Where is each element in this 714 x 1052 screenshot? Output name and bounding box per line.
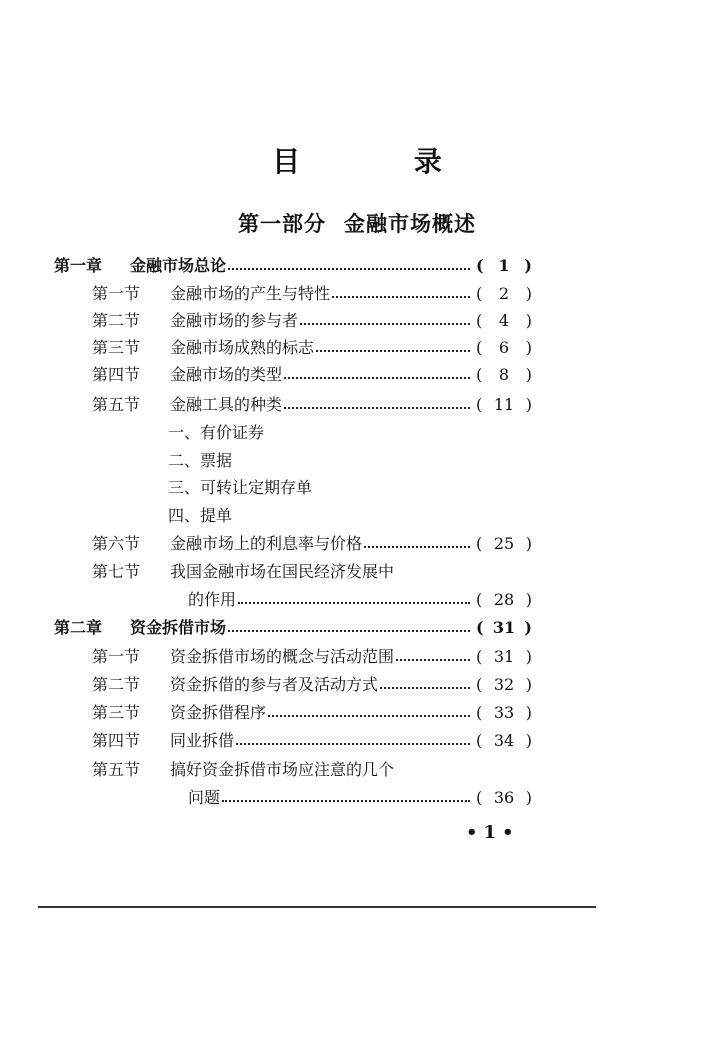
page-ref: ( 36 ) xyxy=(476,788,532,807)
page-ref: ( 32 ) xyxy=(476,675,532,694)
toc-chapter-1[interactable] xyxy=(54,252,532,280)
dot-leader xyxy=(300,323,470,325)
dot-leader xyxy=(222,800,470,802)
toc-section[interactable]: 第二节 资金拆借的参与者及活动方式 ( 32 ) xyxy=(92,671,532,699)
toc-section[interactable]: 第四节 同业拆借 ( 34 ) xyxy=(92,727,532,755)
toc-section[interactable]: 第五节 搞好资金拆借市场应注意的几个 xyxy=(92,760,395,779)
dot-leader xyxy=(316,350,470,352)
toc-section[interactable]: 第五节 金融工具的种类 ( 11 ) xyxy=(92,391,532,419)
page-ref: ( 6 ) xyxy=(476,338,532,357)
toc-subitem[interactable]: 四、提单 xyxy=(168,506,233,525)
dot-leader xyxy=(238,602,470,604)
toc-section[interactable]: 第六节 金融市场上的利息率与价格 ( 25 ) xyxy=(92,530,532,558)
bottom-rule xyxy=(38,906,596,908)
toc-section[interactable]: 第三节 资金拆借程序 ( 33 ) xyxy=(92,699,532,727)
page-title: 目 录 xyxy=(272,145,494,178)
page-ref: ( 34 ) xyxy=(476,731,532,750)
part-title-text: 金融市场概述 xyxy=(344,211,476,236)
dot-leader xyxy=(284,407,470,409)
page-ref: ( 28 ) xyxy=(476,590,532,609)
part-label: 第一部分 xyxy=(238,211,326,236)
dot-leader xyxy=(332,296,470,298)
toc-subitem[interactable]: 三、可转让定期存单 xyxy=(168,478,313,497)
dot-leader xyxy=(228,630,470,632)
toc-subitem[interactable]: 二、票据 xyxy=(168,451,233,470)
dot-leader xyxy=(364,546,470,548)
page-ref: ( 31 ) xyxy=(476,647,532,666)
toc-section[interactable]: 第一节 资金拆借市场的概念与活动范围 ( 31 ) xyxy=(92,643,532,671)
dot-leader xyxy=(228,268,470,270)
chapter-title: 金融市场总论 xyxy=(130,256,227,275)
page-number: •1• xyxy=(466,822,520,843)
toc-section[interactable]: 第四节 金融市场的类型 ( 8 ) xyxy=(92,361,532,389)
toc-section[interactable]: 第三节 金融市场成熟的标志 ( 6 ) xyxy=(92,334,532,362)
dot-leader xyxy=(284,377,470,379)
part-heading xyxy=(0,208,714,238)
dot-leader xyxy=(380,687,470,689)
page-ref: ( 33 ) xyxy=(476,703,532,722)
page-ref: ( 11 ) xyxy=(476,395,532,414)
page-ref: ( 8 ) xyxy=(476,365,532,384)
chapter-number: 第一章 xyxy=(54,256,103,275)
dot-leader xyxy=(396,659,470,661)
chapter-number: 第二章 xyxy=(54,618,103,637)
dot-leader xyxy=(236,743,470,745)
toc-section-continued[interactable]: 的作用 ( 28 ) xyxy=(188,586,532,614)
page-ref: ( 25 ) xyxy=(476,534,532,553)
toc-subitem[interactable]: 一、有价证券 xyxy=(168,423,265,442)
toc-chapter-2[interactable] xyxy=(54,614,532,642)
page-ref: ( 2 ) xyxy=(476,284,532,303)
toc-section-continued[interactable]: 问题 ( 36 ) xyxy=(188,784,532,812)
toc-section[interactable]: 第七节 我国金融市场在国民经济发展中 xyxy=(92,562,395,581)
dot-leader xyxy=(268,715,470,717)
toc-section[interactable]: 第一节 金融市场的产生与特性 ( 2 ) xyxy=(92,280,532,308)
chapter-title: 资金拆借市场 xyxy=(130,618,227,637)
page-ref: ( 4 ) xyxy=(476,311,532,330)
page-ref: ( 1 ) xyxy=(476,256,532,275)
page-ref: ( 31 ) xyxy=(476,618,532,637)
toc-section[interactable]: 第二节 金融市场的参与者 ( 4 ) xyxy=(92,307,532,335)
